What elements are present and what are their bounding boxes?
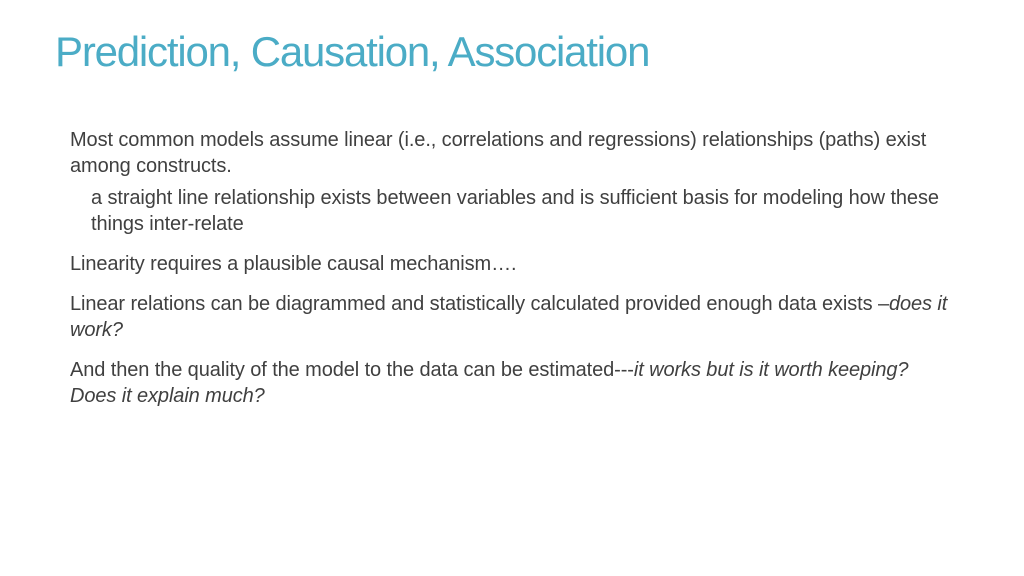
bullet-text: Linearity requires a plausible causal mechanism….	[70, 253, 517, 275]
bullet-model-quality	[70, 357, 950, 409]
bullet-text: And then the quality of the model to the data can be estimated---	[70, 359, 634, 381]
bullet-linearity-causal	[70, 251, 950, 277]
sub-bullet-text: a straight line relationship exists between variables and is sufficient basis for modeling how these things inter-relate	[91, 187, 939, 235]
bullet-text: Most common models assume linear (i.e., correlations and regressions) relationships (paths) exist among constructs.	[70, 129, 927, 177]
bullet-linear-relations	[70, 291, 950, 343]
slide-body	[70, 127, 950, 423]
slide-title: Prediction, Causation, Association	[55, 28, 650, 75]
bullet-italic-text: it works but is it worth keeping? Does it explain much?	[70, 359, 909, 407]
bullet-text: Linear relations can be diagrammed and statistically calculated provided enough data exists –	[70, 293, 889, 315]
bullet-italic-text: does it work?	[70, 293, 948, 341]
bullet-linear-models	[70, 127, 950, 179]
sub-bullet-straight-line	[91, 185, 950, 237]
